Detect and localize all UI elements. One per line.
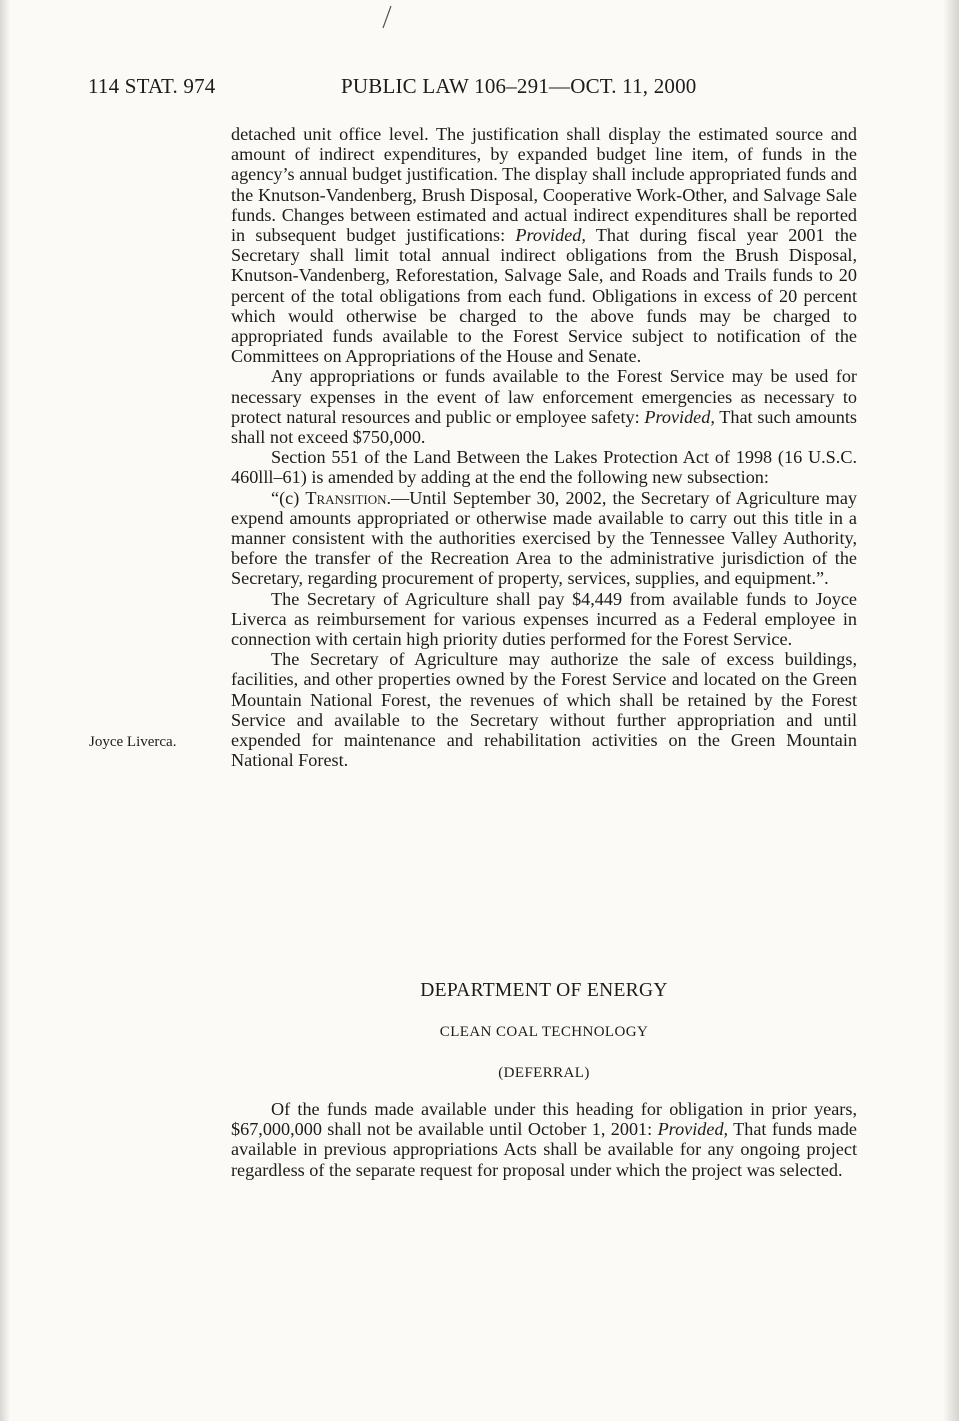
final-paragraph bbox=[231, 1099, 857, 1180]
page-left-edge bbox=[0, 0, 10, 1421]
stat-citation: 114 STAT. 974 bbox=[88, 74, 216, 98]
clean-coal-heading: CLEAN COAL TECHNOLOGY bbox=[439, 1024, 649, 1040]
public-law-citation: PUBLIC LAW 106–291—OCT. 11, 2000 bbox=[341, 74, 697, 98]
paragraph-land-between-lakes: Section 551 of the Land Between the Lakes Protection Act of 1998 (16 U.S.C. 460lll–61) is amended by adding at the end the following new subsection: bbox=[231, 447, 857, 488]
paragraph-deferral: Of the funds made available under this heading for obligation in prior years, $67,000,000 shall not be available until October 1, 2001: Provided, That funds made available in previous appropriations Acts shall be available for any ongoing project regardless of the separate request for proposal under which the project was selected. bbox=[231, 1099, 857, 1180]
margin-note: Joyce Liverca. bbox=[89, 734, 177, 750]
pen-tick-mark bbox=[378, 4, 396, 30]
paragraph-green-mountain: The Secretary of Agriculture may authorize the sale of excess buildings, facilities, and other properties owned by the Forest Service and located on the Green Mountain National Forest, the revenues of which shall be retained by the Forest Service and available to the Secretary without further appropriation and until expended for maintenance and rehabilitation activities on the Green Mountain National Forest. bbox=[231, 649, 857, 771]
body-text bbox=[231, 124, 857, 771]
paragraph-transition: “(c) Transition.—Until September 30, 2002, the Secretary of Agriculture may expend amounts appropriated or otherwise made available to carry out this title in a manner consistent with the authorities exercised by the Tennessee Valley Authority, before the transfer of the Recreation Area to the administrative jurisdiction of the Secretary, regarding procurement of property, services, supplies, and equipment.”. bbox=[231, 487, 857, 589]
page-right-edge bbox=[943, 0, 959, 1421]
page-header bbox=[88, 74, 868, 104]
department-heading: DEPARTMENT OF ENERGY bbox=[420, 980, 668, 1001]
paragraph-indirect-expenditures: detached unit office level. The justification shall display the estimated source and amount of indirect expenditures, by expanded budget line item, of funds in the agency’s annual budget justification. The display shall include appropriated funds and the Knutson-Vandenberg, Brush Disposal, Cooperative Work-Other, and Salvage Sale funds. Changes between estimated and actual indirect expenditures shall be reported in subsequent budget justifications: Provided, That during fiscal year 2001 the Secretary shall limit total annual indirect obligations from the Brush Disposal, Knutson-Vandenberg, Reforestation, Salvage Sale, and Roads and Trails funds to 20 percent of the total obligations from each fund. Obligations in excess of 20 percent which would otherwise be charged to the above funds may be charged to appropriated funds available to the Forest Service subject to notification of the Committees on Appropriations of the House and Senate. bbox=[231, 124, 858, 367]
deferral-heading: (DEFERRAL) bbox=[498, 1065, 590, 1081]
paragraph-joyce-liverca: The Secretary of Agriculture shall pay $4,449 from available funds to Joyce Liverca as reimbursement for various expenses incurred as a Federal employee in connection with certain high priority duties performed for the Forest Service. bbox=[231, 588, 857, 650]
paragraph-law-enforcement: Any appropriations or funds available to the Forest Service may be used for necessary expenses in the event of law enforcement emergencies as necessary to protect natural resources and public or employee safety: Provided, That such amounts shall not exceed $750,000. bbox=[231, 366, 857, 448]
